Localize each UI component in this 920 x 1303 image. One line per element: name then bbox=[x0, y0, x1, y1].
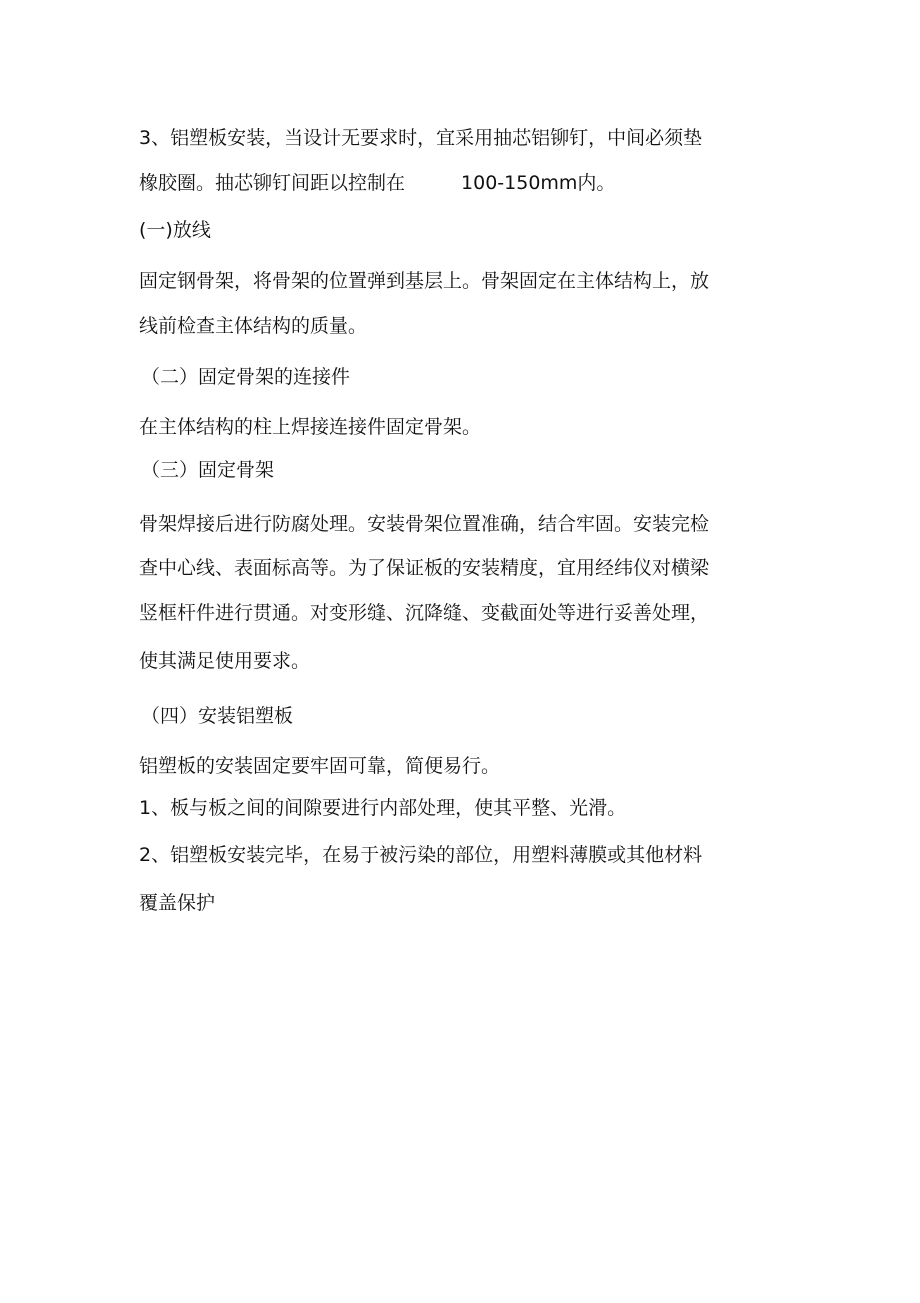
paragraph-frame-line-3: 竖框杆件进行贯通。对变形缝、沉降缝、变截面处等进行妥善处理， bbox=[139, 602, 710, 624]
heading-install-panels: （四）安装铝塑板 bbox=[141, 705, 294, 727]
item-2-line-1: 2、铝塑板安装完毕，在易于被污染的部位，用塑料薄膜或其他材料 bbox=[139, 844, 703, 866]
rivet-spacing-value: 100-150mm bbox=[461, 172, 578, 194]
paragraph-setting-out-line-2: 线前检查主体结构的质量。 bbox=[139, 315, 368, 337]
rivet-spacing-tail: 内。 bbox=[577, 172, 616, 194]
paragraph-install-panels: 铝塑板的安装固定要牢固可靠，简便易行。 bbox=[139, 755, 501, 777]
heading-setting-out: (一)放线 bbox=[139, 219, 211, 241]
item-1: 1、板与板之间的间隙要进行内部处理，使其平整、光滑。 bbox=[139, 797, 627, 819]
paragraph-1-line-2-text: 橡胶圈。抽芯铆钉间距以控制在 bbox=[139, 172, 406, 194]
heading-fix-connectors: （二）固定骨架的连接件 bbox=[141, 366, 351, 388]
paragraph-setting-out-line-1: 固定钢骨架，将骨架的位置弹到基层上。骨架固定在主体结构上，放 bbox=[139, 270, 710, 292]
paragraph-1-line-2 bbox=[139, 174, 615, 193]
paragraph-frame-line-4: 使其满足使用要求。 bbox=[139, 650, 311, 672]
paragraph-connectors: 在主体结构的柱上焊接连接件固定骨架。 bbox=[139, 416, 482, 438]
paragraph-frame-line-2: 查中心线、表面标高等。为了保证板的安装精度，宜用经纬仪对横梁 bbox=[139, 557, 710, 579]
heading-fix-frame: （三）固定骨架 bbox=[141, 459, 275, 481]
paragraph-frame-line-1: 骨架焊接后进行防腐处理。安装骨架位置准确，结合牢固。安装完检 bbox=[139, 513, 710, 535]
paragraph-1-line-1: 3、铝塑板安装，当设计无要求时，宜采用抽芯铝铆钉，中间必须垫 bbox=[139, 127, 703, 149]
item-2-line-2: 覆盖保护 bbox=[139, 892, 216, 914]
